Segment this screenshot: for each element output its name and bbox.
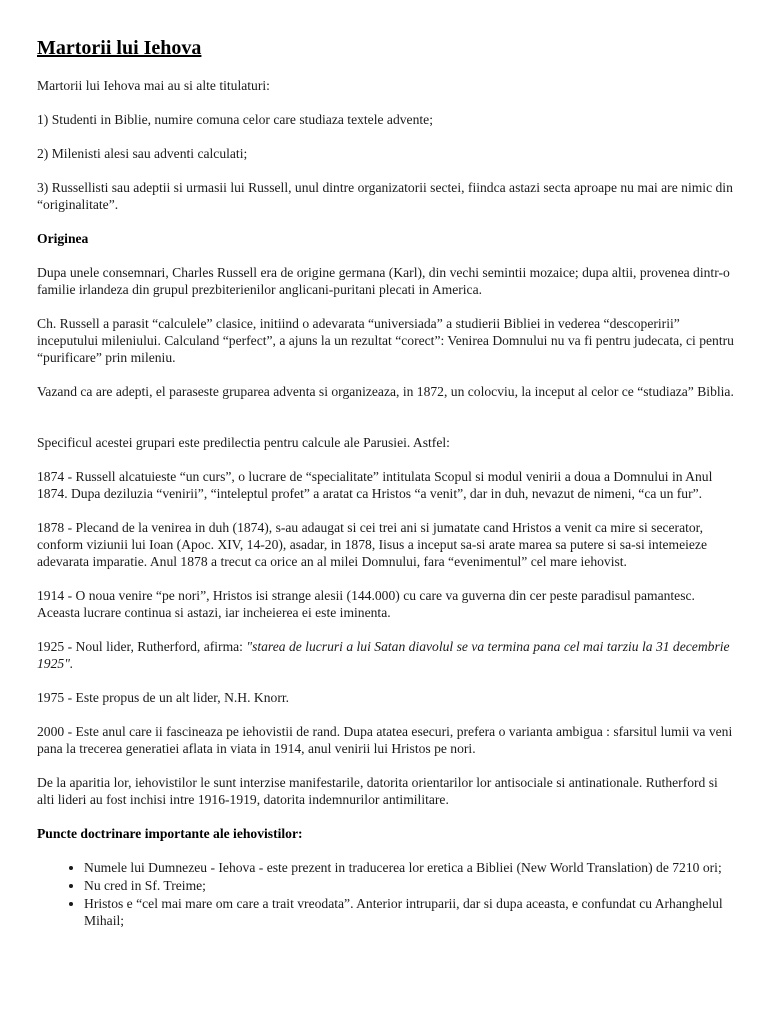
year-1874-paragraph: 1874 - Russell alcatuieste “un curs”, o lucrare de “specialitate” intitulata Scopul si modul venirii a doua a Domnului in Anul 1874. Dupa deziluzia “venirii”, “inteleptul profet” a aratat ca Hristos “a venit”, dar in duh, nevazut de nimeni, “ca un fur”. [37,469,713,501]
list-item: • Hristos e “cel mai mare om care a trait vreodata”. Anterior intruparii, dar si dupa aceasta, e confundat cu Arhanghelul Mihail; [84,895,737,929]
year-1925-paragraph [37,638,737,672]
year-1878-paragraph: 1878 - Plecand de la venirea in duh (1874), s-au adaugat si cei trei ani si jumatate cand Hristos a venit ca mire si secerator, conform viziunii lui Ioan (Apoc. XIV, 14-20), asadar, in 1878, Iisus a inceput sa-si arate marea sa putere si sa-si intemeieze adevarata imparatie. Anul 1878 a trecut ca orice an al milei Domnului, fara “evenimentul” cel mare iehovist. [37,520,707,569]
origin-paragraph-3: Vazand ca are adepti, el paraseste gruparea adventa si organizeaza, in 1872, un colocviu, la inceput al celor ce “studiaza” Biblia. [37,384,734,399]
specific-paragraph: Specificul acestei grupari este predilectia pentru calcule ale Parusiei. Astfel: [37,435,450,450]
list-point-3: 3) Russellisti sau adeptii si urmasii lui Russell, unul dintre organizatorii sectei, fiindca astazi secta aproape nu mai are nimic din “originalitate”. [37,180,733,212]
spacer [37,417,737,434]
section-heading-originea: Originea [37,231,89,246]
list-item: • Nu cred in Sf. Treime; [84,877,737,894]
year-2000-paragraph: 2000 - Este anul care ii fascineaza pe iehovistii de rand. Dupa atatea esecuri, prefera o varianta ambigua : sfarsitul lumii va veni pana la trecerea generatiei aflata in viata in 1914, anul venirii lui Hristos pe nori. [37,724,733,756]
section-heading-doctrine: Puncte doctrinare importante ale iehovistilor: [37,826,303,841]
origin-paragraph-1: Dupa unele consemnari, Charles Russell era de origine germana (Karl), din vechi semintii mozaice; dupa altii, provenea dintr-o familie irlandeza din grupul prezbiterienilor anglicani-puritani plecati in America. [37,265,730,297]
intro-paragraph: Martorii lui Iehova mai au si alte titulaturi: [37,78,270,93]
list-item: • Numele lui Dumnezeu - Iehova - este prezent in traducerea lor eretica a Bibliei (New World Translation) de 7210 ori; [84,859,737,876]
year-1914-paragraph: 1914 - O noua venire “pe nori”, Hristos isi strange alesii (144.000) cu care va guverna din cer peste paradisul pamantesc. Aceasta lucrare continua si astazi, iar incheierea ei este iminenta. [37,588,695,620]
list-point-2: 2) Milenisti alesi sau adventi calculati; [37,146,248,161]
prohibition-paragraph: De la aparitia lor, iehovistilor le sunt interzise manifestarile, datorita orientarilor lor antisociale si antinationale. Rutherford si alti lideri au fost inchisi intre 1916-1919, datorita indemnurilor antimilitare. [37,775,718,807]
document-page [37,36,737,930]
page-title: Martorii lui Iehova [37,37,202,59]
list-point-1: 1) Studenti in Biblie, numire comuna celor care studiaza textele advente; [37,112,433,127]
year-1925-quote: "starea de lucruri a lui Satan diavolul se va termina pana cel mai tarziu la 31 decembrie 1925". [37,639,730,671]
doctrine-list [37,859,737,929]
year-1975-paragraph: 1975 - Este propus de un alt lider, N.H. Knorr. [37,690,290,705]
origin-paragraph-2: Ch. Russell a parasit “calculele” clasice, initiind o adevarata “universiada” a studierii Bibliei in vederea “descoperirii” inceputului mileniului. Calculand “perfect”, a ajuns la un rezultat “corect”: Venirea Domnului nu va fi pentru judecata, ci pentru “purificare” prin mileniu. [37,316,734,365]
year-1925-lead: 1925 - Noul lider, Rutherford, afirma: [37,639,247,654]
